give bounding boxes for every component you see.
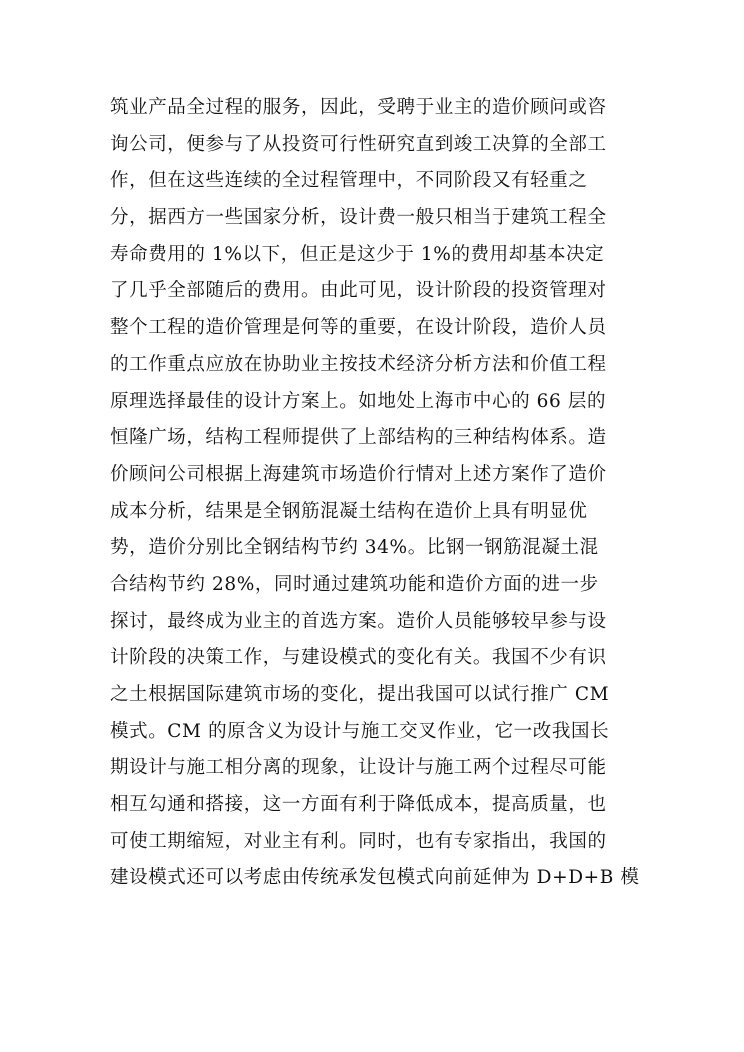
text-line-6: 了几乎全部随后的费用。由此可见，设计阶段的投资管理对 [110,280,607,302]
text-line-14: 合结构节约 28%，同时通过建筑功能和造价方面的进一步 [110,573,599,595]
body-text [110,90,640,897]
text-line-1: 筑业产品全过程的服务，因此，受聘于业主的造价顾问或咨 [110,97,607,118]
text-line-18: 模式。CM 的原含义为设计与施工交叉作业，它一改我国长 [110,720,610,742]
text-line-2: 询公司，便参与了从投资可行性研究直到竣工决算的全部工 [110,133,607,155]
text-line-21: 可使工期缩短，对业主有利。同时，也有专家指出，我国的 [110,830,607,852]
text-line-8: 的工作重点应放在协助业主按技术经济分析方法和价值工程 [110,353,607,375]
text-line-9: 原理选择最佳的设计方案上。如地处上海市中心的 66 层的 [110,390,607,412]
text-line-16: 计阶段的决策工作，与建设模式的变化有关。我国不少有识 [110,647,607,669]
text-line-5: 寿命费用的 1%以下，但正是这少于 1%的费用却基本决定 [110,243,605,265]
text-line-20: 相互勾通和搭接，这一方面有利于降低成本，提高质量，也 [110,794,607,816]
text-line-12: 成本分析，结果是全钢筋混凝土结构在造价上具有明显优 [110,500,588,522]
text-line-3: 作，但在这些连续的全过程管理中，不同阶段又有轻重之 [110,170,588,192]
text-line-13: 势，造价分别比全钢结构节约 34%。比钢一钢筋混凝土混 [110,537,599,559]
text-line-10: 恒隆广场，结构工程师提供了上部结构的三种结构体系。造 [110,427,607,449]
text-line-17: 之土根据国际建筑市场的变化，提出我国可以试行推广 CM [110,684,610,705]
text-line-11: 价顾问公司根据上海建筑市场造价行情对上述方案作了造价 [110,463,607,485]
text-line-19: 期设计与施工相分离的现象，让设计与施工两个过程尽可能 [110,757,607,779]
text-line-7: 整个工程的造价管理是何等的重要，在设计阶段，造价人员 [110,317,607,339]
text-line-15: 探讨，最终成为业主的首选方案。造价人员能够较早参与设 [110,610,607,632]
text-line-22: 建设模式还可以考虑由传统承发包模式向前延伸为 D+D+B 模 [110,867,640,889]
text-line-4: 分，据西方一些国家分析，设计费一般只相当于建筑工程全 [110,207,607,229]
